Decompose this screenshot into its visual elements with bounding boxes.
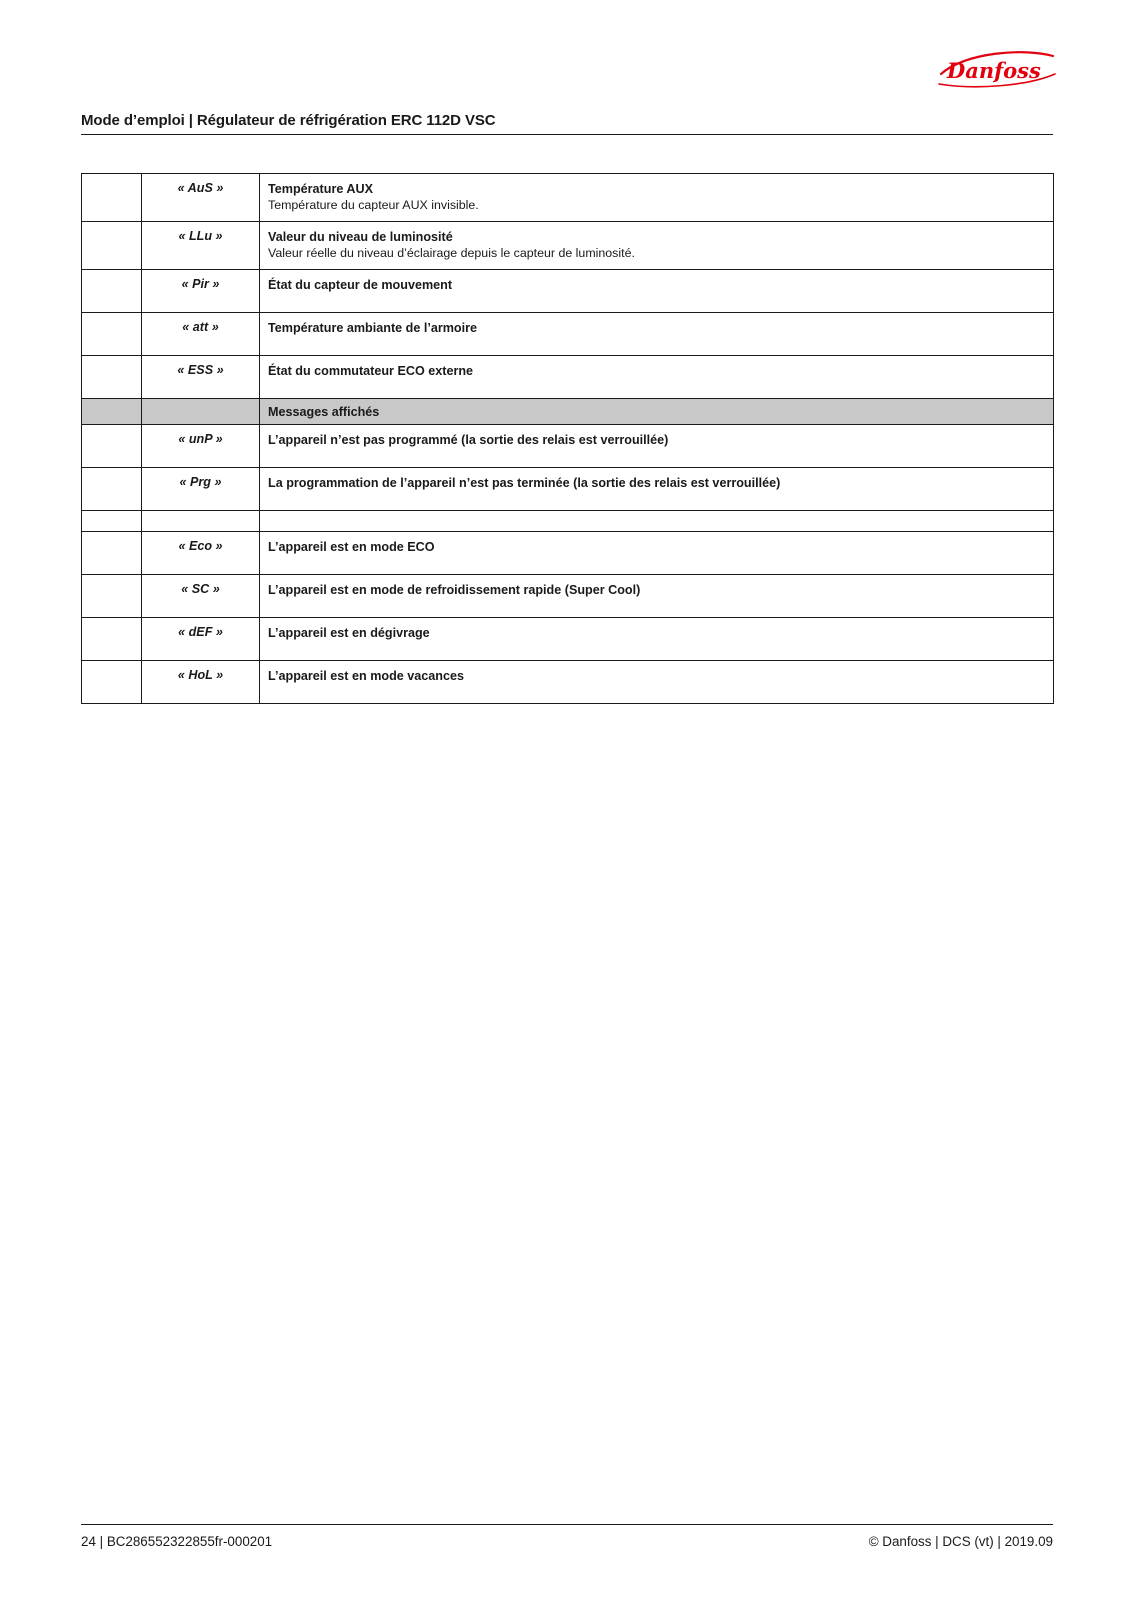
parameter-title: État du commutateur ECO externe	[268, 364, 474, 378]
parameter-title: L’appareil est en mode ECO	[268, 540, 435, 554]
parameter-code: « ESS »	[177, 363, 224, 377]
parameter-title: Température ambiante de l’armoire	[268, 321, 478, 335]
footer-copyright: © Danfoss | DCS (vt) | 2019.09	[868, 1534, 1053, 1549]
document-header: Mode d’emploi | Régulateur de réfrigération ERC 112D VSC	[81, 112, 1053, 135]
parameter-code: « AuS »	[177, 181, 224, 195]
description-cell	[260, 174, 1054, 222]
blank-cell	[82, 399, 142, 425]
parameter-title: L’appareil n’est pas programmé (la sortie des relais est verrouillée)	[268, 433, 669, 447]
code-cell	[142, 532, 260, 575]
table-row	[82, 313, 1054, 356]
blank-cell	[82, 425, 142, 468]
description-cell	[260, 356, 1054, 399]
description-cell	[260, 399, 1054, 425]
blank-cell	[82, 511, 142, 532]
description-cell	[260, 270, 1054, 313]
code-cell	[142, 511, 260, 532]
description-cell	[260, 575, 1054, 618]
parameter-code: « unP »	[178, 432, 223, 446]
code-cell	[142, 399, 260, 425]
parameter-description: Température du capteur AUX invisible.	[268, 198, 479, 212]
description-cell	[260, 468, 1054, 511]
parameter-code: « dEF »	[178, 625, 223, 639]
blank-cell	[82, 661, 142, 704]
code-cell	[142, 468, 260, 511]
description-cell	[260, 425, 1054, 468]
description-cell	[260, 511, 1054, 532]
code-cell	[142, 618, 260, 661]
logo-wordmark: Danfoss	[947, 58, 1041, 83]
code-cell	[142, 356, 260, 399]
parameter-title: L’appareil est en mode de refroidissement rapide (Super Cool)	[268, 583, 641, 597]
parameter-code: « Pir »	[181, 277, 220, 291]
parameter-title: État du capteur de mouvement	[268, 278, 453, 292]
parameter-code: « Eco »	[178, 539, 223, 553]
parameter-table	[81, 173, 1054, 704]
table-row	[82, 222, 1054, 270]
blank-cell	[82, 313, 142, 356]
blank-cell	[82, 174, 142, 222]
table-row	[82, 174, 1054, 222]
description-cell	[260, 661, 1054, 704]
table-row	[82, 356, 1054, 399]
table-row	[82, 532, 1054, 575]
parameter-description: Valeur réelle du niveau d’éclairage depuis le capteur de luminosité.	[268, 246, 635, 260]
description-cell	[260, 313, 1054, 356]
table-row	[82, 425, 1054, 468]
blank-cell	[82, 532, 142, 575]
code-cell	[142, 313, 260, 356]
description-cell	[260, 618, 1054, 661]
blank-cell	[82, 468, 142, 511]
parameter-title: L’appareil est en mode vacances	[268, 669, 464, 683]
section-title: Messages affichés	[268, 405, 380, 419]
table-row	[82, 661, 1054, 704]
parameter-code: « HoL »	[177, 668, 224, 682]
blank-cell	[82, 222, 142, 270]
parameter-code: « att »	[182, 320, 219, 334]
description-cell	[260, 532, 1054, 575]
footer-page-reference: 24 | BC286552322855fr-000201	[81, 1534, 273, 1549]
table-row	[82, 575, 1054, 618]
parameter-code: « Prg »	[179, 475, 222, 489]
parameter-code: « LLu »	[178, 229, 223, 243]
parameter-title: La programmation de l’appareil n’est pas terminée (la sortie des relais est verrouillée)	[268, 476, 781, 490]
parameter-title: Température AUX	[268, 182, 373, 196]
parameter-title: Valeur du niveau de luminosité	[268, 230, 453, 244]
code-cell	[142, 661, 260, 704]
empty-row	[82, 511, 1054, 532]
table-row	[82, 270, 1054, 313]
blank-cell	[82, 575, 142, 618]
code-cell	[142, 174, 260, 222]
blank-cell	[82, 356, 142, 399]
code-cell	[142, 425, 260, 468]
danfoss-logo-icon	[935, 44, 1059, 94]
description-cell	[260, 222, 1054, 270]
code-cell	[142, 270, 260, 313]
blank-cell	[82, 270, 142, 313]
danfoss-logo	[935, 44, 1059, 94]
blank-cell	[82, 618, 142, 661]
page-footer	[81, 1524, 1053, 1549]
section-header-row	[82, 399, 1054, 425]
parameter-title: L’appareil est en dégivrage	[268, 626, 430, 640]
table-row	[82, 618, 1054, 661]
parameter-code: « SC »	[181, 582, 220, 596]
code-cell	[142, 575, 260, 618]
code-cell	[142, 222, 260, 270]
table-row	[82, 468, 1054, 511]
